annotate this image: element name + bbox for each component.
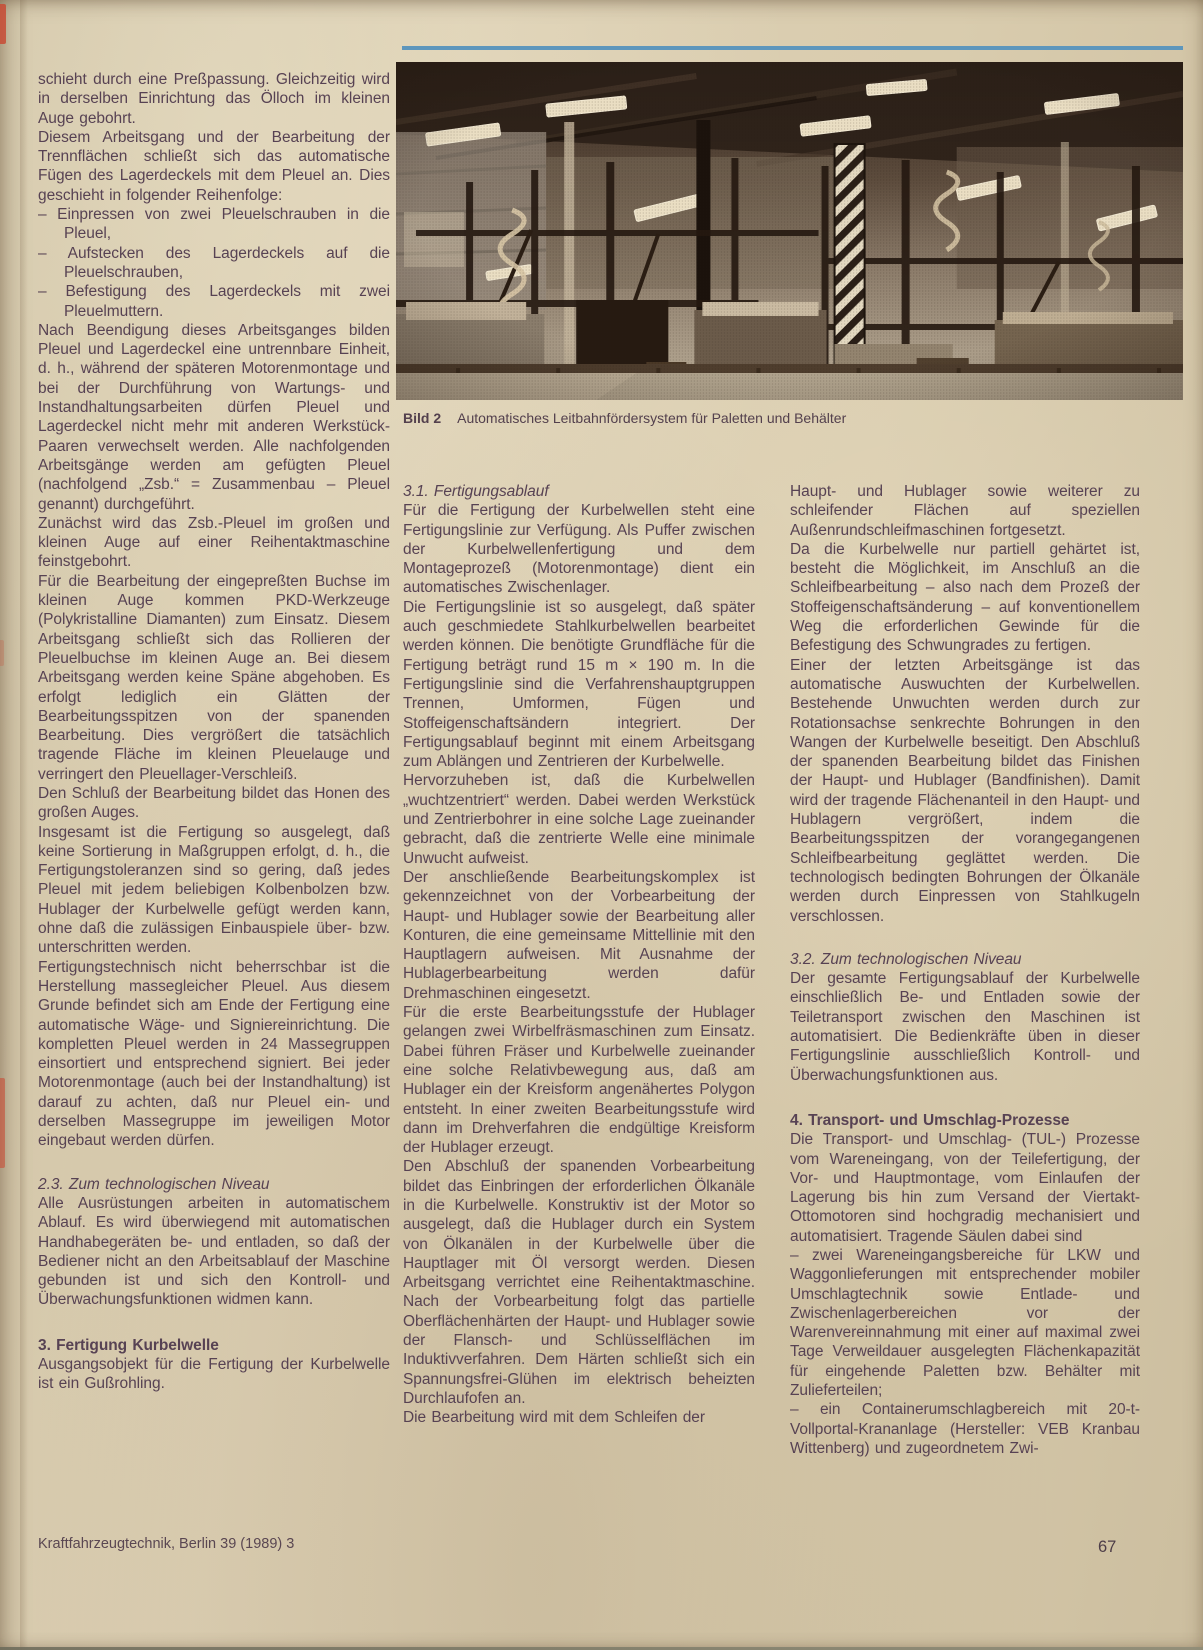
body-paragraph: Nach Beendigung dieses Arbeitsganges bilden Pleuel und Lagerdeckel eine untrennbare Einheit, d. h., während der späteren Motorenmontage und bei der Durchführung von Wartungs- und Instandhaltungsarbeiten dürfen Pleuel und Lagerdeckel nicht mehr mit anderen Werkstück-Paaren verwechselt werden. Alle nachfolgenden Arbeitsgänge werden am gefügten Pleuel (nachfolgend „Zsb.“ = Zusammenbau – Pleuel genannt) durchgeführt. xyxy=(38,321,390,513)
body-paragraph: Ausgangsobjekt für die Fertigung der Kurbelwelle ist ein Gußrohling. xyxy=(38,1356,390,1393)
body-paragraph: Der anschließende Bearbeitungskomplex ist gekennzeichnet von der Vorbearbeitung der Haupt- und Hublager sowie der Bearbeitung aller Konturen, die eine gemeinsame Mittellinie mit den Hauptlagern aufweisen. Mit Ausnahme der Hublagerbearbeitung werden dafür Drehmaschinen eingesetzt. xyxy=(403,868,755,1002)
body-paragraph: Für die Fertigung der Kurbelwellen steht eine Fertigungslinie zur Verfügung. Als Puffer zwischen der Kurbelwellenfertigung und dem Montageprozeß (Motorenmontage) dient ein automatisches Zwischenlager. xyxy=(403,502,755,597)
heading-3-1-fertigungsablauf: 3.1. Fertigungsablauf xyxy=(403,483,549,500)
gutter-crease xyxy=(20,0,28,1650)
body-paragraph: Alle Ausrüstungen arbeiten in automatischem Ablauf. Es wird überwiegend mit automatischen Handhabegeräten be- und entladen, so daß der Bediener nicht an den Arbeitsablauf der Maschine gebunden ist und sich den Kontroll- und Überwachungsfunktionen widmen kann. xyxy=(38,1194,390,1309)
body-paragraph: Zunächst wird das Zsb.-Pleuel im großen und kleinen Auge auf einer Reihentaktmaschine feinstgebohrt. xyxy=(38,514,390,571)
text-column-3 xyxy=(790,482,1140,1458)
red-edge-mark xyxy=(0,640,4,666)
figure-caption-text: Automatisches Leitbahnfördersystem für Paletten und Behälter xyxy=(457,410,847,426)
red-edge-mark xyxy=(0,1078,5,1168)
body-paragraph: Einer der letzten Arbeitsgänge ist das automatische Auswuchten der Kurbelwellen. Bestehende Unwuchten werden durch zur Rotationsachse senkrechte Bohrungen in den Wangen der Kurbelwelle beseitigt. Den Abschluß der spanenden Bearbeitung bildet das Finishen der Haupt- und Hublager (Bandfinishen). Damit wird der tragende Flächenanteil in den Haupt- und Hublagern vergrößert, indem die Bearbeitungsspitzen der vorangegangenen Schleifbearbeitung geglättet werden. Die technologisch bedingten Bohrungen der Ölkanäle werden durch Einpressen von Stahlkugeln verschlossen. xyxy=(790,656,1140,925)
heading-2-3-zum-technologischen-niveau: 2.3. Zum technologischen Niveau xyxy=(38,1175,270,1193)
body-paragraph: Die Fertigungslinie ist so ausgelegt, daß später auch geschmiedete Stahlkurbelwellen bearbeitet werden können. Die benötigte Grundfläche für die Fertigung beträgt rund 15 m × 190 m. In die Fertigungslinie sind die Verfahrenshauptgruppen Trennen, Umformen, Fügen und Stoffeigenschaftsändern integriert. Der Fertigungsablauf beginnt mit einem Arbeitsgang zum Ablängen und Zentrieren der Kurbelwelle. xyxy=(403,598,755,771)
body-paragraph: Der gesamte Fertigungsablauf der Kurbelwelle einschließlich Be- und Entladen sowie der Teiletransport zwischen den Maschinen ist automatisiert. Die Bedienkräfte üben in dieser Fertigungslinie ausschließlich Kontroll- und Überwachungsfunktionen aus. xyxy=(790,970,1140,1084)
body-paragraph: Die Transport- und Umschlag- (TUL-) Prozesse vom Wareneingang, von der Teilefertigung, der Vor- und Hauptmontage, vom Einlaufen der Lagerung bis hin zum Versand der Viertakt-Ottomotoren sind hochgradig mechanisiert und automatisiert. Tragende Säulen dabei sind xyxy=(790,1131,1140,1245)
heading-3-2-zum-technologischen-niveau: 3.2. Zum technologischen Niveau xyxy=(790,950,1022,968)
factory-photo xyxy=(396,62,1183,400)
figure-caption xyxy=(403,410,1183,426)
body-paragraph: Insgesamt ist die Fertigung so ausgelegt, daß keine Sortierung in Maßgruppen erfolgt, d. h., die Fertigungstoleranzen sind so gering, daß jedes Pleuel mit jedem beliebigen Kolbenbolzen bzw. Hublager der Kurbelwelle gefügt werden kann, ohne daß die zulässigen Einbauspiele über- bzw. unterschritten werden. xyxy=(38,823,390,957)
body-paragraph: Die Bearbeitung wird mit dem Schleifen der xyxy=(403,1409,705,1427)
journal-footer: Kraftfahrzeugtechnik, Berlin 39 (1989) 3 xyxy=(38,1536,295,1552)
heading-4-transport-und-umschlag-prozesse: 4. Transport- und Umschlag-Prozesse xyxy=(790,1111,1070,1129)
body-paragraph: schieht durch eine Preßpassung. Gleichzeitig wird in derselben Einrichtung das Ölloch im kleinen Auge gebohrt. xyxy=(38,71,390,127)
list-item: – Aufstecken des Lagerdeckels auf die Pleuelschrauben, xyxy=(38,244,390,281)
body-paragraph: – ein Containerumschlagbereich mit 20-t-Vollportal-Krananlage (Hersteller: VEB Kranbau Wittenberg) und zugeordnetem Zwi- xyxy=(790,1401,1140,1457)
text-column-2 xyxy=(403,482,755,1428)
heading-3-fertigung-kurbelwelle: 3. Fertigung Kurbelwelle xyxy=(38,1336,219,1354)
body-paragraph: Da die Kurbelwelle nur partiell gehärtet ist, besteht die Möglichkeit, im Anschluß an die Schleifbearbeitung – also nach dem Prozeß der Stoffeigenschaftsänderung – auf konventionellem Weg die erforderlichen Gewinde für die Befestigung des Schwungrades zu fertigen. xyxy=(790,540,1140,655)
red-edge-mark xyxy=(0,4,6,44)
body-paragraph: Diesem Arbeitsgang und der Bearbeitung der Trennflächen schließt sich das automatische Fügen des Lagerdeckels mit dem Pleuel an. Dies geschieht in folgender Reihenfolge: xyxy=(38,128,390,204)
text-column-1 xyxy=(38,70,390,1394)
body-paragraph: Für die erste Bearbeitungsstufe der Hublager gelangen zwei Wirbelfräsmaschinen zum Einsatz. Dabei führen Fräser und Kurbelwelle zueinander eine solche Relativbewegung aus, daß am Hublager ein der Kreisform angenähertes Polygon entsteht. In einer zweiten Bearbeitungsstufe wird dann im Drehverfahren die endgültige Kreisform der Hublager erzeugt. xyxy=(403,1004,755,1157)
body-paragraph: Fertigungstechnisch nicht beherrschbar ist die Herstellung massegleicher Pleuel. Aus diesem Grunde befindet sich am Ende der Fertigung eine automatische Wäge- und Signiereinrichtung. Die kompletten Pleuel werden in 24 Massegruppen einsortiert und entsprechend signiert. Bei jeder Motorenmontage (auch bei der Instandhaltung) ist darauf zu achten, daß nur Pleuel ein- und derselben Massegruppe im jeweiligen Motor eingebaut werden dürfen. xyxy=(38,958,390,1150)
page-number: 67 xyxy=(1098,1538,1117,1556)
body-paragraph: Den Abschluß der spanenden Vorbearbeitung bildet das Einbringen der erforderlichen Ölkanäle in die Kurbelwelle. Konstruktiv ist der Motor so ausgelegt, daß die Hublager durch ein System von Ölkanälen in der Kurbelwelle über die Hauptlager mit Öl versorgt werden. Diesen Arbeitsgang verrichtet eine Reihentaktmaschine. Nach der Vorbearbeitung folgt das partielle Oberflächenhärten der Haupt- und Hublager sowie der Flansch- und Schlüsselflächen im Induktivverfahren. Dem Härten schließt sich ein Spannungsfrei-Glühen im elektrisch beheizten Durchlaufofen an. xyxy=(403,1158,755,1407)
body-paragraph: Den Schluß der Bearbeitung bildet das Honen des großen Auges. xyxy=(38,784,390,822)
body-paragraph: Hervorzuheben ist, daß die Kurbelwellen „wuchtzentriert“ werden. Dabei werden Werkstück und Zentrierbohrer in eine solche Lage zueinander gebracht, daß die zentrierte Welle eine minimale Unwucht aufweist. xyxy=(403,772,755,867)
body-paragraph: Haupt- und Hublager sowie weiterer zu schleifender Flächen auf speziellen Außenrundschleifmaschinen fortgesetzt. xyxy=(790,483,1140,539)
body-paragraph: – zwei Wareneingangsbereiche für LKW und Waggonlieferungen mit entsprechender mobiler Umschlagtechnik sowie Entlade- und Zwischenlagerbereichen vor der Warenvereinnahmung mit einer auf maximal zwei Tage Verweildauer ausgelegten Flächenkapazität für eingehende Paletten bzw. Behälter mit Zulieferteilen; xyxy=(790,1246,1140,1400)
blue-rule xyxy=(402,46,1183,50)
figure-caption-label: Bild 2 xyxy=(403,410,442,426)
factory-photo-illustration xyxy=(396,62,1183,400)
list-item: – Befestigung des Lagerdeckels mit zwei Pleuelmuttern. xyxy=(38,283,390,320)
body-paragraph: Für die Bearbeitung der eingepreßten Buchse im kleinen Auge kommen PKD-Werkzeuge (Polykristalline Diamanten) zum Einsatz. Diesem Arbeitsgang schließt sich das Rollieren der Pleuelbuchse im kleinen Auge an. Bei diesem Arbeitsgang werden keine Späne abgehoben. Es erfolgt lediglich ein Glätten der Bearbeitungsspitzen von der spanenden Bearbeitung. Dies vergrößert die tatsächlich tragende Fläche im kleinen Pleuelauge und verringert den Pleuellager-Verschleiß. xyxy=(38,572,390,783)
list-item: – Einpressen von zwei Pleuelschrauben in die Pleuel, xyxy=(38,206,390,243)
